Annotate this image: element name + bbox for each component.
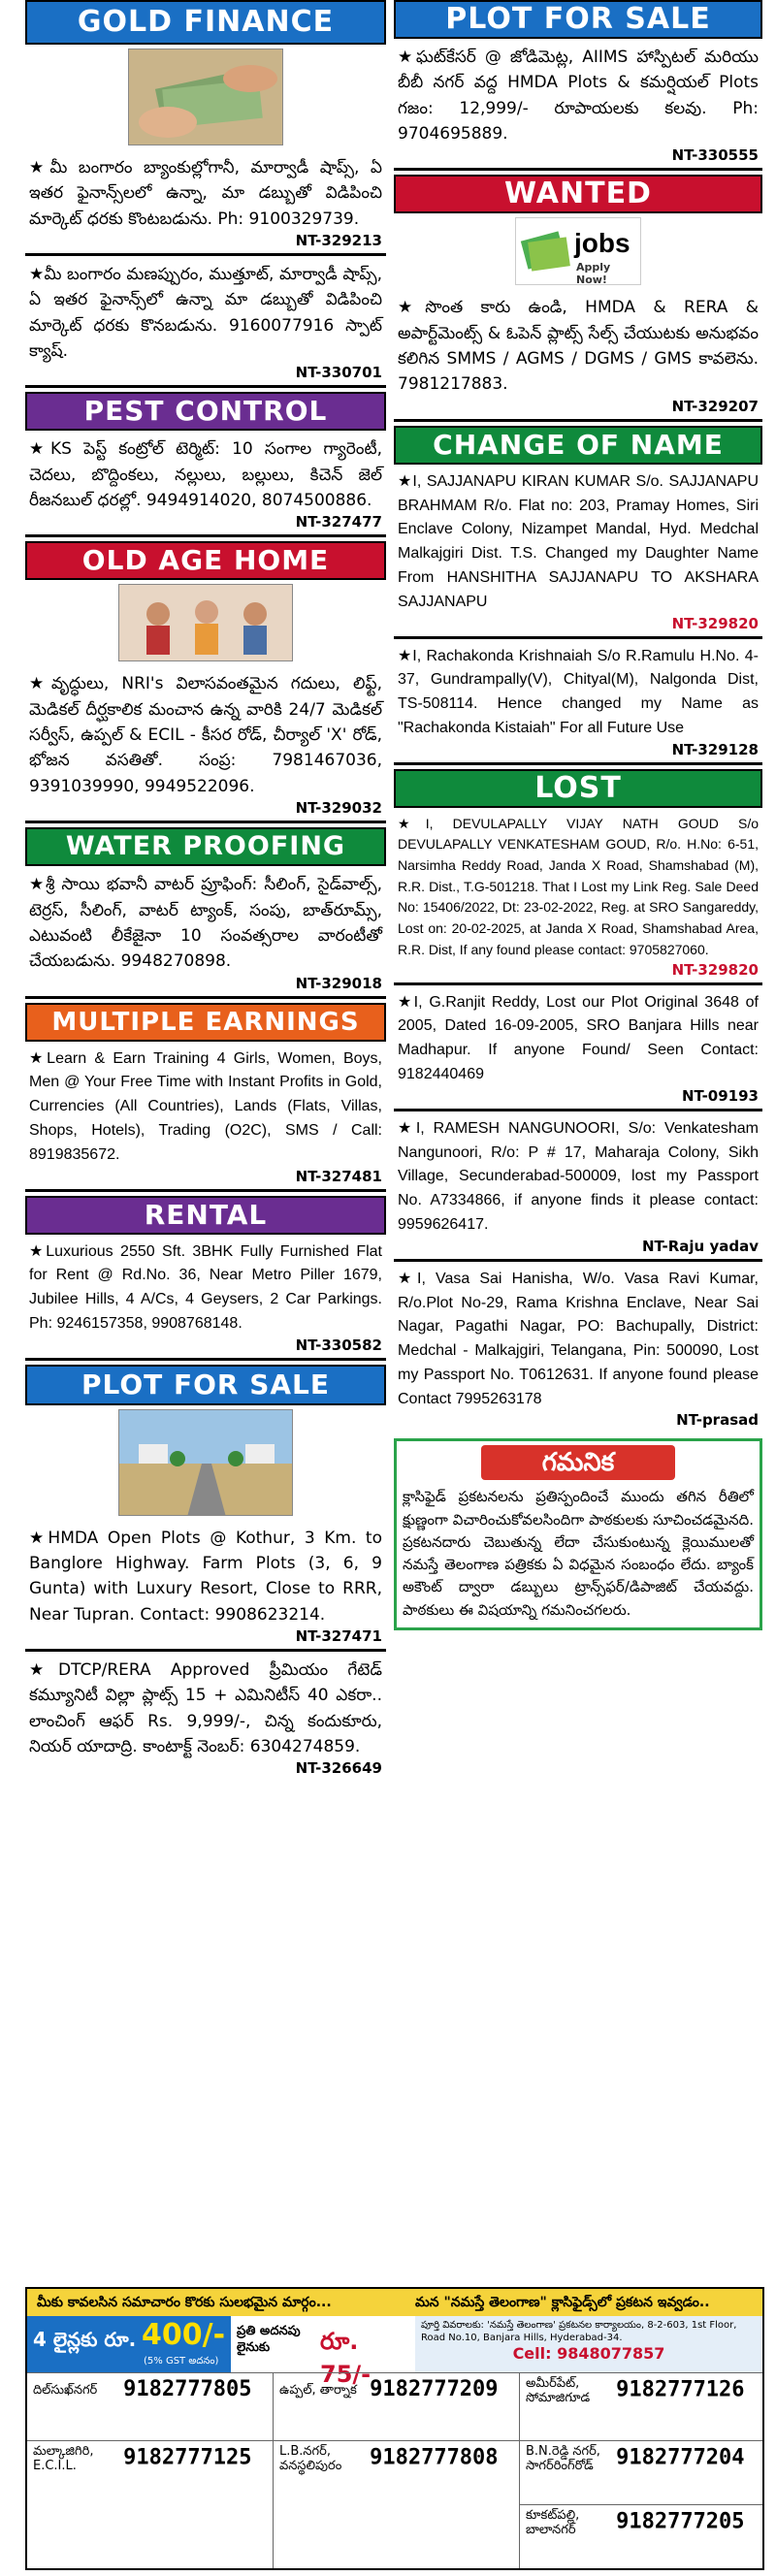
ad-code: NT-326649 <box>295 1759 382 1778</box>
contact-area: మల్కాజిగిరి, E.C.I.L. <box>33 2444 94 2473</box>
lost-ad-1 <box>394 808 762 985</box>
ad-text: ★I, Rachakonda Krishnaiah S/o R.Ramulu H.No. 4-37, Gundrampally(V), Chityal(M), Nalgonda Dist, TS-508114. Hence changed my Name as "Rachakonda Kistaiah" For all Future Use <box>398 647 759 736</box>
offer-gst: (5% GST అదనం) <box>144 2356 219 2367</box>
contact-malkajgiri <box>27 2440 274 2568</box>
ad-text: ★వృద్ధులు, NRI's విలాసవంతమైన గదులు, లిఫ్ట్, మెడికల్ దీర్ఘకాలిక మంచాన ఉన్న వారికి 24/7 మెడికల్ సర్వీస్, ఉప్పల్ & ECIL - కీసర రోడ్, చీర్యాల్ 'X' రోడ్, భోజన వసతితో. సంప్ర: 7981467036, 9391039990, 9949522096. <box>29 674 382 796</box>
ad-code: NT-327471 <box>295 1627 382 1646</box>
contact-phone: 9182777125 <box>123 2445 252 2470</box>
ad-code: NT-329018 <box>295 974 382 992</box>
ad-text: ★ఘట్‌కేసర్ @ జోడిమెట్ల, AIIMS హాస్పిటల్ మరియు బీబీ నగర్ వద్ద HMDA Plots & కమర్షియల్ Plots గజం: 12,999/- రూపాయలకు కలవు. Ph: 9704695889. <box>398 48 759 145</box>
extra-line-label: ప్రతి అదనపు లైనుకు <box>237 2324 301 2355</box>
offer-lines: 4 లైన్లకు రూ. <box>33 2328 137 2351</box>
ad-code: NT-329128 <box>671 740 759 758</box>
old-age-home-header: OLD AGE HOME <box>25 541 386 580</box>
plot-sale-ad-2 <box>25 1652 386 1781</box>
ad-text: ★I, G.Ranjit Reddy, Lost our Plot Original 3648 of 2005, Dated 16-09-2005, SRO Banjara Hills near Madhapur. If anyone Found/ Seen Contact: 9182440469 <box>398 993 759 1082</box>
jobs-logo <box>515 217 641 285</box>
office-cell: Cell: 9848077857 <box>512 2344 665 2363</box>
contact-phone: 9182777204 <box>616 2445 745 2470</box>
ad-code: NT-327481 <box>295 1167 382 1185</box>
lost-ad-3 <box>394 1111 762 1262</box>
contact-area: B.N.రెడ్డి నగర్, సాగర్‌రింగ్‌రోడ్ <box>526 2444 600 2473</box>
ad-text: ★DTCP/RERA Approved ప్రీమియం గేటెడ్ కమ్యూనిటీ విల్లా ప్లాట్స్ 15 + ఎమినిటీస్ 40 ఎకరా.. లాంచింగ్ ఆఫర్ Rs. 9,999/-, చిన్న కందుకూరు, నియర్ యాదాద్రి. కాంటాక్ట్ నెంబర్: 6304274859. <box>29 1660 382 1757</box>
extra-line-price: రూ. 75/- <box>320 2328 372 2388</box>
ad-code: NT-329213 <box>295 232 382 250</box>
ad-code: NT-09193 <box>682 1086 759 1105</box>
notice-header: గమనిక <box>481 1445 675 1480</box>
old-age-home-ad <box>25 665 386 823</box>
ad-code: NT-329032 <box>295 799 382 818</box>
gold-finance-header: GOLD FINANCE <box>25 0 386 45</box>
extra-line-box <box>231 2316 415 2388</box>
pest-control-header: PEST CONTROL <box>25 392 386 431</box>
plot-sale-right-ad <box>394 39 762 171</box>
banner-strip <box>27 2289 762 2316</box>
water-proofing-header: WATER PROOFING <box>25 827 386 866</box>
plot-image <box>118 1409 293 1516</box>
bottom-banner <box>25 2287 764 2570</box>
ad-text: ★మీ బంగారం మణప్పురం, ముత్తూట్, మార్వాడీ షాప్స్, ఏ ఇతర ఫైనాన్స్‌లో ఉన్నా మా డబ్బుతో విడిపించి మార్కెట్ ధరకు కొనబడును. 9160077916 స్పాట్ క్యాష్. <box>29 265 382 362</box>
multiple-earnings-header: MULTIPLE EARNINGS <box>25 1003 386 1042</box>
cash-hands-icon <box>129 49 283 145</box>
multiple-earnings-ad <box>25 1042 386 1192</box>
ad-code: NT-327477 <box>295 513 382 531</box>
contact-kukatpally <box>520 2504 762 2568</box>
plot-sale-ad-1 <box>25 1520 386 1652</box>
contact-phone: 9182777126 <box>616 2377 745 2402</box>
old-age-home-image <box>118 584 293 661</box>
ad-text: ★HMDA Open Plots @ Kothur, 3 Km. to Banglore Highway. Farm Plots (3, 6, 9 Gunta) with Luxury Resort, Close to RRR, Near Tupran. Contact: 9908623214. <box>29 1528 382 1625</box>
gold-finance-image <box>128 48 283 145</box>
office-address: పూర్తి వివరాలకు: 'నమస్తే తెలంగాణ' ప్రకటనల కార్యాలయం, 8-2-603, 1st Floor, Road No.10, Banjara Hills, Hyderabad-34. <box>421 2320 737 2343</box>
rental-header: RENTAL <box>25 1196 386 1235</box>
ad-text: ★Luxurious 2550 Sft. 3BHK Fully Furnished Flat for Rent @ Rd.No. 36, Near Metro Piller 1679, Jubilee Hills, 4 A/Cs, 4 Geysers, 2 Car Parkings. Ph: 9246157358, 9908768148. <box>29 1242 382 1332</box>
plot-for-sale-left-header: PLOT FOR SALE <box>25 1365 386 1405</box>
pest-control-ad <box>25 431 386 537</box>
offer-price: 400/- <box>142 2318 226 2352</box>
ad-code: NT-330701 <box>295 364 382 382</box>
contact-area: ఉప్పల్, తార్నాక <box>279 2383 357 2399</box>
notice-text: క్లాసిఫైడ్ ప్రకటనలను ప్రతిస్పందించే ముందు తగిన రీతిలో క్షుణ్ణంగా విచారించుకోవలసిందిగా పాఠకులకు సూచించడమైనది. ప్రకటనదారు చెబుతున్న లేదా చేసుకుంటున్న క్లెయిములతో నమస్తే తెలంగాణ పత్రికకు ఏ విధమైన సంబంధం లేదు. బ్యాంక్ అకౌంట్ ద్వారా డబ్బులు ట్రాన్స్‌ఫర్/డిపాజిట్ చేయవద్దు. పాఠకులు ఈ విషయాన్ని గమనించగలరు. <box>403 1488 754 1619</box>
ad-code: NT-330582 <box>295 1336 382 1354</box>
notice-box <box>394 1438 762 1630</box>
contact-bnreddy <box>520 2440 762 2504</box>
strip-left-text: మీకు కావలసిన సమాచారం కొరకు సులభమైన మార్గం... <box>37 2295 332 2310</box>
ad-text: ★మీ బంగారం బ్యాంకుల్లోగానీ, మార్వాడీ షాప్స్, ఏ ఇతర ఫైనాన్స్‌లలో ఉన్నా, మా డబ్బుతో విడిపించి మార్కెట్ ధరకు కొంటబడును. Ph: 9100329739. <box>29 158 382 229</box>
rental-ad <box>25 1235 386 1361</box>
ad-code: NT-329207 <box>671 397 759 415</box>
change-of-name-header: CHANGE OF NAME <box>394 426 762 465</box>
contact-dilsukhnagar <box>27 2372 274 2440</box>
contact-phone: 9182777205 <box>616 2509 745 2534</box>
lost-header: LOST <box>394 769 762 808</box>
change-of-name-ad-1 <box>394 465 762 639</box>
ad-code: NT-Raju yadav <box>641 1237 759 1255</box>
jobs-logo-text: jobs <box>574 228 630 259</box>
ad-code: NT-329820 <box>671 614 759 632</box>
contact-area: అమీర్‌పేట్, సోమాజిగూడ <box>526 2376 591 2405</box>
elderly-people-icon <box>119 585 293 661</box>
ad-text: ★I, RAMESH NANGUNOORI, S/o: Venkatesham Nangunoori, R/o: P # 17, Maharaja Colony, Sikh Village, Secunderabad-500009, lost my Passport No. A7334866, if anyone finds it please contact: 9959626417. <box>398 1119 759 1233</box>
jobs-logo-sub: Apply Now! <box>576 261 611 286</box>
ad-text: ★సొంత కారు ఉండి, HMDA & RERA & అపార్ట్‌మెంట్స్ & ఓపెన్ ప్లాట్స్ సేల్స్ చేయుటకు అనుభవం కలిగిన SMMS / AGMS / DGMS / GMS కావలెను. 7981217883. <box>398 298 759 395</box>
right-column <box>394 0 762 1636</box>
water-proofing-ad <box>25 866 386 998</box>
ad-code: NT-330555 <box>671 146 759 165</box>
plot-layout-icon <box>119 1410 293 1516</box>
lost-ad-2 <box>394 985 762 1111</box>
ad-text: ★శ్రీ సాయి భవానీ వాటర్ ప్రూఫింగ్: సీలింగ్, సైడ్‌వాల్స్, టెర్రస్, సీలింగ్, వాటర్ ట్యాంక్, సంపు, బాత్‌రూమ్స్, ఎటువంటి లీకేజైనా 10 సంవత్సరాల వారంటీతో చేయబడును. 9948270898. <box>29 875 382 972</box>
contact-lbnagar <box>274 2440 520 2568</box>
ad-code: NT-329820 <box>671 960 759 979</box>
change-of-name-ad-2 <box>394 639 762 765</box>
contact-phone: 9182777808 <box>370 2445 499 2470</box>
plot-for-sale-right-header: PLOT FOR SALE <box>394 0 762 39</box>
ad-text: ★I, Vasa Sai Hanisha, W/o. Vasa Ravi Kumar, R/o.Plot No-29, Rama Krishna Enclave, Near Sai Nagar, Pagathi Nagar, PO: Bachupally, District: Medchal - Malkajgiri, Telangana, Pin: 500090, Lost my Passport No. T0612631. If anyone found please Contact 7995263178 <box>398 1270 759 1407</box>
contact-phone: 9182777805 <box>123 2377 252 2401</box>
left-column <box>25 0 386 1781</box>
contact-uppal <box>274 2372 520 2440</box>
wanted-ad <box>394 289 762 421</box>
wanted-header: WANTED <box>394 175 762 213</box>
ad-text: ★Learn & Earn Training 4 Girls, Women, Boys, Men @ Your Free Time with Instant Profits in Gold, Currencies (All Countries), Lands (Flats, Villas, Shops, Hotels), Trading (O2C), SMS / Call: 8919835672. <box>29 1049 382 1163</box>
contact-ameerpet <box>520 2372 762 2440</box>
contact-area: కూకట్‌పల్లి, బాలానగర్ <box>526 2508 580 2537</box>
ad-text: ★KS పెస్ట్ కంట్రోల్ టెర్మిట్: 10 సంగాల గ్యారెంటీ, చెదలు, బొద్దింకలు, నల్లులు, బల్లులు, కిచెన్ జెల్ రీజనబుల్ ధరల్లో. 9494914020, 8074500886. <box>29 439 382 511</box>
contact-phone: 9182777209 <box>370 2377 499 2401</box>
office-box <box>415 2316 762 2372</box>
lost-ad-4 <box>394 1262 762 1433</box>
offer-box <box>27 2316 231 2372</box>
contact-area: L.B.నగర్, వనస్థలిపురం <box>279 2444 342 2473</box>
ad-code: NT-prasad <box>676 1411 759 1430</box>
gold-finance-ad-1 <box>25 149 386 256</box>
ad-text: ★I, SAJJANAPU KIRAN KUMAR S/o. SAJJANAPU BRAHMAM R/o. Flat no: 203, Pramay Homes, Siri Enclave Colony, Nizampet Mandal, Hyd. Medchal Malkajgiri Dist. T.S. Changed my Daughter Name From HANSHITHA SAJJANAPU TO AKSHARA SAJJANAPU <box>398 472 759 610</box>
ad-text: ★I, DEVULAPALLY VIJAY NATH GOUD S/o DEVULAPALLY VENKATESHAM GOUD, R/o. H.No: 6-51, Narsimha Reddy Road, Janda X Road, Shamshabad (M), R.R. Dist., T.G-501218. That I Lost my Link Reg. Sale Deed No: 15406/2022, Dt: 23-02-2022, Reg. at SRO Sangareddy, Lost on: 20-02-2025, at Janda X Road, Shamshabad Area, R.R. Dist, If any found please contact: 9705827060. <box>398 815 759 957</box>
strip-right-text: మన "నమస్తే తెలంగాణ" క్లాసిఫైడ్స్‌లో ప్రకటన ఇవ్వడం.. <box>415 2295 710 2310</box>
gold-finance-ad-2 <box>25 256 386 388</box>
contact-area: దిల్‌సుఖ్‌నగర్ <box>33 2383 98 2399</box>
